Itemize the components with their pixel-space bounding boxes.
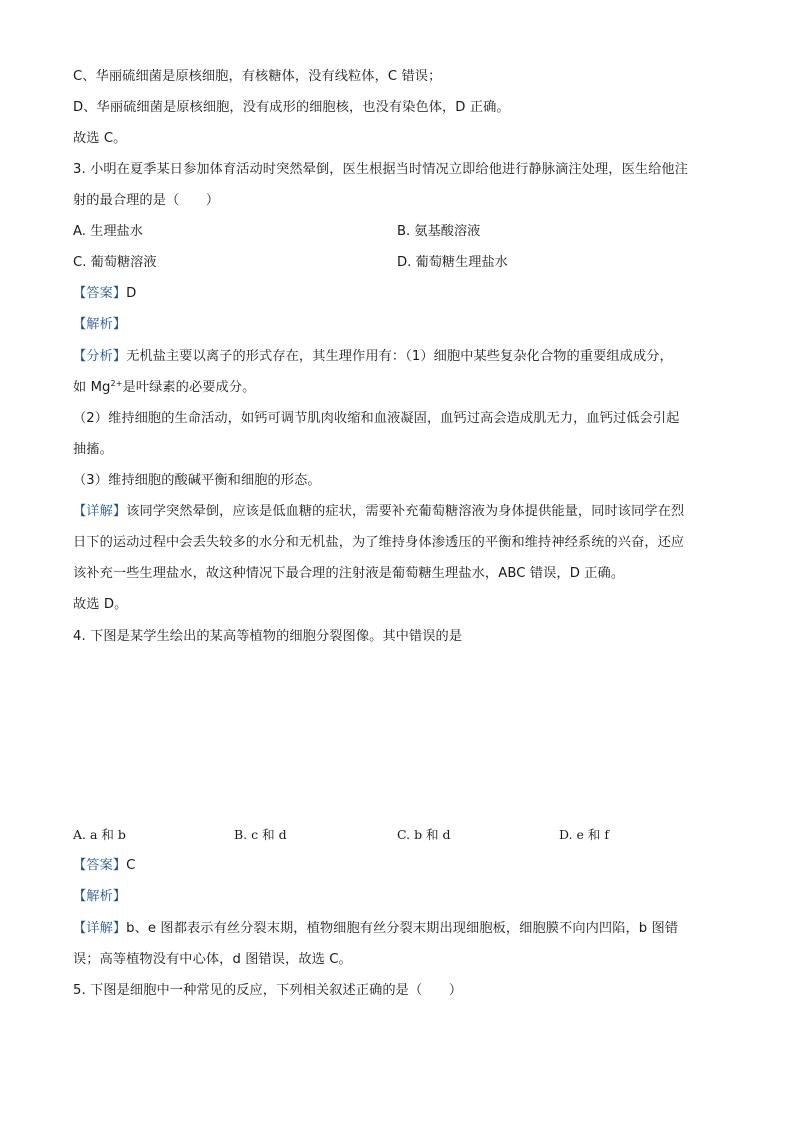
xiangjie-tag: 【详解】 [73, 921, 127, 936]
detail-line: 误；高等植物没有中心体，d 图错误，故选 C。 [73, 952, 352, 967]
detail-line: 日下的运动过程中会丢失较多的水分和无机盐，为了维持身体渗透压的平衡和维持神经系统的兴奋，还应 [73, 535, 685, 550]
option-c: C. b 和 d [397, 827, 451, 842]
analysis-line: 抽搐。 [73, 442, 113, 457]
mg-text-cont: 是叶绿素的必要成分。 [122, 380, 256, 395]
detail-line [73, 919, 678, 939]
answer-line [73, 284, 136, 304]
question-3-stem: 3. 小明在夏季某日参加体育活动时突然晕倒，医生根据当时情况立即给他进行静脉滴注处理，医生给他注 [73, 162, 689, 177]
answer-line [73, 856, 135, 876]
option-a: A. 生理盐水 [73, 224, 143, 239]
text-line: 故选 C。 [73, 131, 127, 146]
detail-line [73, 502, 684, 522]
answer-tag: 【答案】 [73, 286, 127, 301]
xiangjie-tag: 【详解】 [73, 504, 127, 519]
text-line: C、华丽硫细菌是原核细胞，有核糖体，没有线粒体，C 错误； [73, 69, 442, 84]
option-b: B. c 和 d [234, 827, 287, 842]
question-4-stem: 4. 下图是某学生绘出的某高等植物的细胞分裂图像。其中错误的是 [73, 629, 463, 644]
answer-tag: 【答案】 [73, 858, 127, 873]
option-d: D. e 和 f [559, 827, 609, 842]
xiangjie-text: 该同学突然晕倒，应该是低血糖的症状，需要补充葡萄糖溶液为身体提供能量，同时该同学在烈 [126, 504, 685, 519]
fenxi-text: 无机盐主要以离子的形式存在，其生理作用有：（1）细胞中某些复杂化合物的重要组成成分， [126, 349, 673, 364]
figure-placeholder [73, 665, 723, 815]
option-b: B. 氨基酸溶液 [397, 224, 481, 239]
analysis-line-mg [73, 378, 255, 398]
mg-superscript: 2+ [110, 379, 123, 388]
detail-line: 该补充一些生理盐水，故这种情况下最合理的注射液是葡萄糖生理盐水，ABC 错误，D 正确。 [73, 566, 625, 581]
option-d: D. 葡萄糖生理盐水 [397, 255, 508, 270]
fenxi-tag: 【分析】 [73, 349, 127, 364]
analysis-tag: 【解析】 [73, 317, 127, 332]
analysis-line: （3）维持细胞的酸碱平衡和细胞的形态。 [73, 473, 321, 488]
answer-value: D [126, 286, 137, 301]
analysis-line [73, 347, 673, 367]
analysis-line: （2）维持细胞的生命活动，如钙可调节肌肉收缩和血液凝固，血钙过高会造成肌无力，血钙过低会引起 [73, 411, 680, 426]
option-a: A. a 和 b [73, 827, 126, 842]
option-c: C. 葡萄糖溶液 [73, 255, 157, 270]
mg-text: 如 Mg [73, 380, 111, 395]
xiangjie-text: b、e 图都表示有丝分裂末期，植物细胞有丝分裂末期出现细胞板，细胞膜不向内凹陷，b 图错 [126, 921, 679, 936]
question-3-stem-cont: 射的最合理的是（ ） [73, 193, 220, 208]
analysis-tag: 【解析】 [73, 889, 127, 904]
answer-value: C [126, 858, 136, 873]
text-line: D、华丽硫细菌是原核细胞，没有成形的细胞核，也没有染色体，D 正确。 [73, 100, 510, 115]
question-5-stem: 5. 下图是细胞中一种常见的反应，下列相关叙述正确的是（ ） [73, 983, 463, 998]
text-line: 故选 D。 [73, 597, 128, 612]
